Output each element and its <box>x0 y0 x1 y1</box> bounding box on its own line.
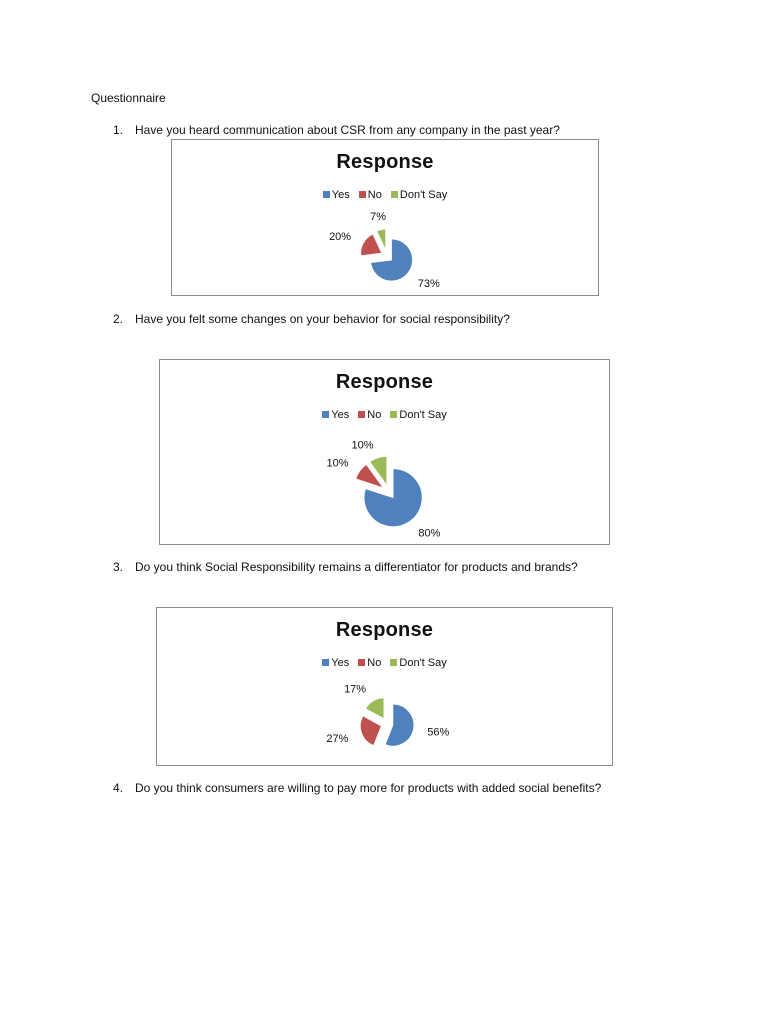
pie-label-no: 10% <box>326 457 349 470</box>
legend-label: Don't Say <box>399 189 448 201</box>
pie-slice-no <box>361 234 382 256</box>
pie-label-yes: 73% <box>417 278 440 291</box>
chart-1 <box>171 139 599 296</box>
legend-label: No <box>367 189 382 201</box>
pie-chart-1 <box>172 140 598 295</box>
legend-label: Yes <box>331 657 350 669</box>
pie-chart-3 <box>157 608 612 765</box>
question-3 <box>113 560 578 574</box>
pie-slice-dont-say <box>366 698 384 719</box>
chart-title: Response <box>335 619 434 641</box>
question-number: 4. <box>113 781 124 795</box>
legend-label: No <box>367 409 382 421</box>
pie-label-dont-say: 7% <box>370 211 387 223</box>
legend-label: Yes <box>331 189 350 201</box>
pie-label-dont-say: 17% <box>344 683 367 696</box>
legend-label: No <box>367 657 382 669</box>
question-number: 2. <box>113 312 124 326</box>
legend-label: Don't Say <box>399 657 447 669</box>
chart-title: Response <box>335 371 434 393</box>
chart-3 <box>156 607 613 766</box>
question-1 <box>113 123 560 137</box>
pie-label-no: 27% <box>326 732 349 745</box>
question-2 <box>113 312 510 326</box>
pie-label-yes: 56% <box>427 726 450 739</box>
pie-label-no: 20% <box>329 231 352 244</box>
chart-2 <box>159 359 610 545</box>
question-text: Have you heard communication about CSR from any company in the past year? <box>135 123 560 137</box>
pie-chart-2 <box>160 360 609 544</box>
pie-slice-yes <box>385 704 414 746</box>
question-number: 3. <box>113 560 124 574</box>
pie-label-yes: 80% <box>418 527 441 540</box>
legend-label: Yes <box>331 409 350 421</box>
document-title: Questionnaire <box>91 91 166 105</box>
question-text: Do you think Social Responsibility remains a differentiator for products and brands? <box>135 560 578 574</box>
question-text: Do you think consumers are willing to pay more for products with added social benefits? <box>135 781 602 795</box>
pie-label-dont-say: 10% <box>351 439 374 452</box>
question-number: 1. <box>113 123 124 137</box>
legend-label: Don't Say <box>399 409 447 421</box>
pie-slice-no <box>360 716 381 746</box>
question-4 <box>113 781 601 795</box>
chart-title: Response <box>336 151 434 173</box>
question-text: Have you felt some changes on your behavior for social responsibility? <box>135 312 510 326</box>
